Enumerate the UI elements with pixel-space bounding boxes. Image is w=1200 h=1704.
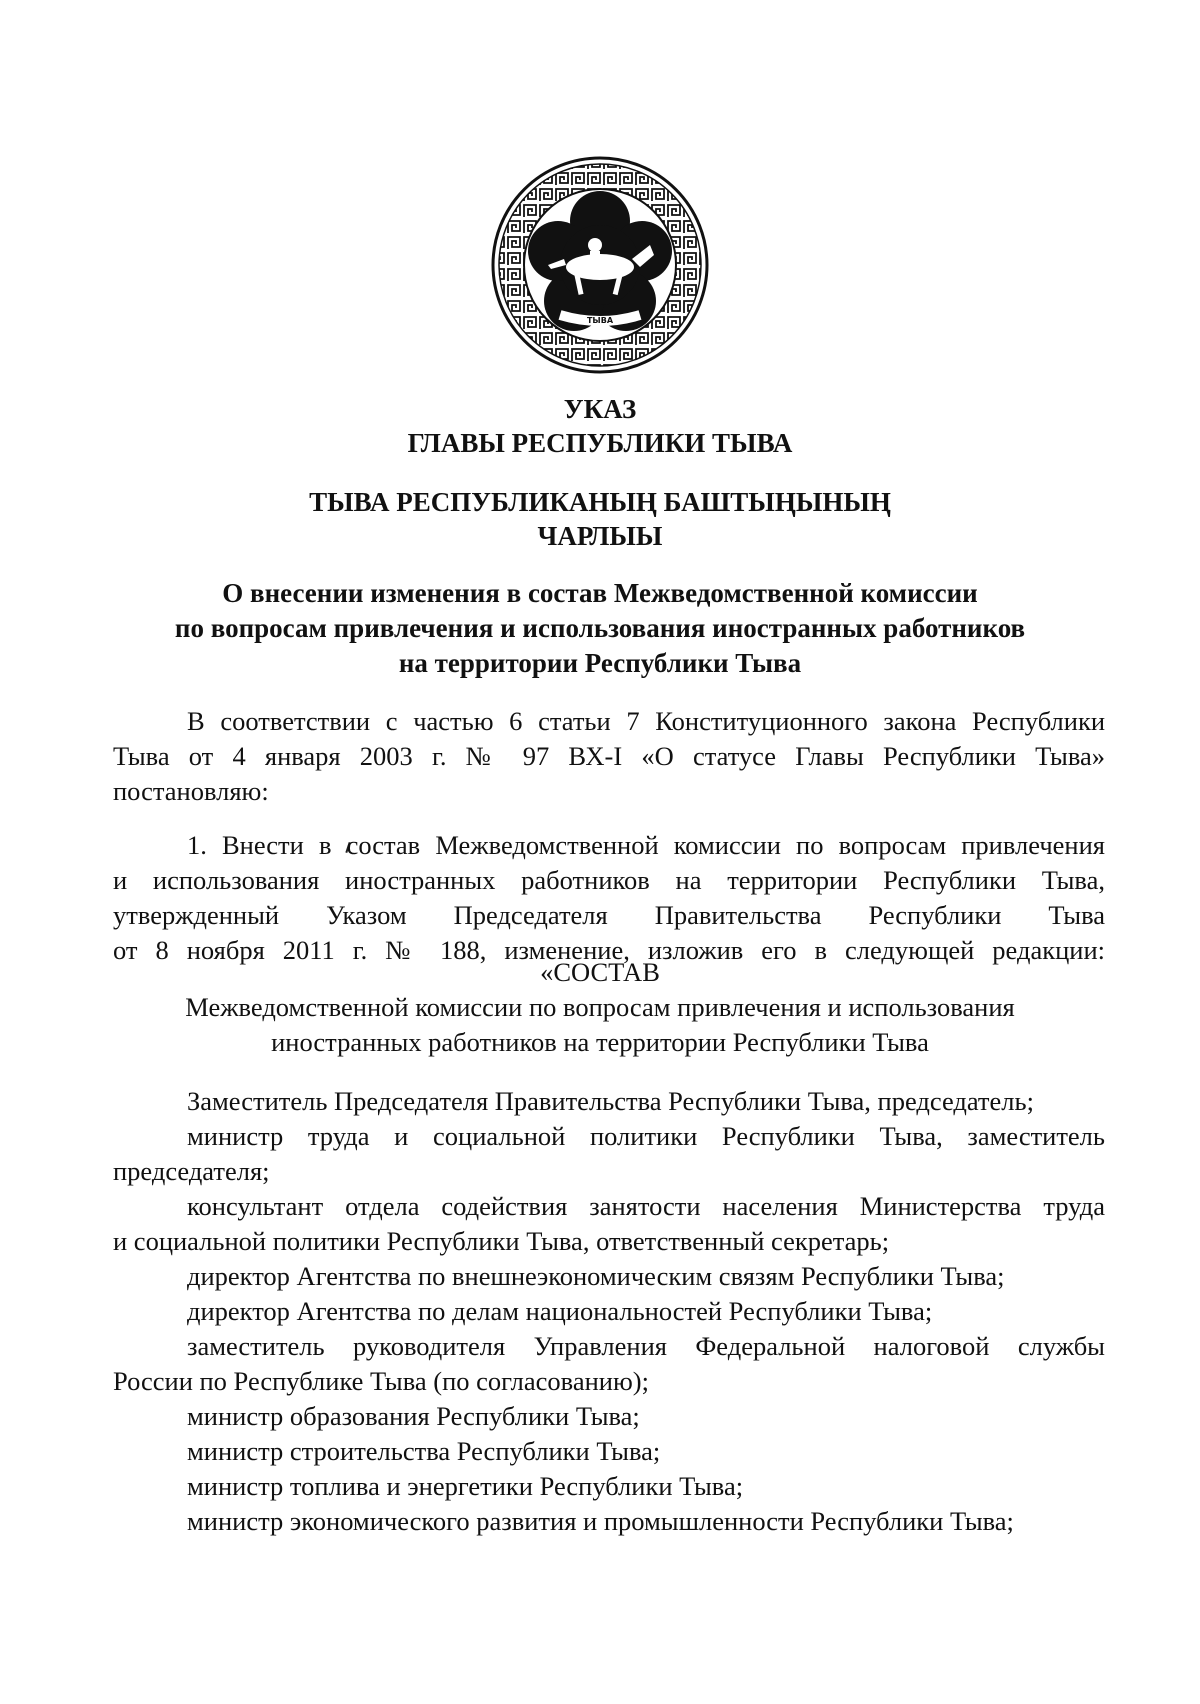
item-1-line: утвержденный Указом Председателя Правительства Республики Тыва — [113, 900, 1105, 930]
subject-line-3: на территории Республики Тыва — [398, 648, 802, 678]
member-entry-cont: и социальной политики Республики Тыва, ответственный секретарь; — [113, 1226, 890, 1256]
emblem-label: ТЫВА — [586, 316, 614, 325]
member-entry: министр труда и социальной политики Республики Тыва, заместитель — [187, 1121, 1105, 1151]
member-entry: министр топлива и энергетики Республики Тыва; — [187, 1471, 744, 1501]
member-entry: заместитель руководителя Управления Федеральной налоговой службы — [187, 1331, 1105, 1361]
item-1 — [113, 828, 1105, 968]
item-1-line: 1. Внести в состав Межведомственной комиссии по вопросам привлечения — [187, 830, 1105, 860]
composition-subtitle-1: Межведомственной комиссии по вопросам привлечения и использования — [185, 992, 1015, 1022]
item-1-line: и использования иностранных работников на территории Республики Тыва, — [113, 865, 1105, 895]
composition-title: «СОСТАВ — [540, 957, 660, 987]
member-entry-cont: председателя; — [113, 1156, 270, 1186]
member-entry: директор Агентства по делам национальностей Республики Тыва; — [187, 1296, 933, 1326]
preamble — [113, 704, 1105, 809]
decree-title-tuvan-2: ЧАРЛЫЫ — [537, 521, 663, 551]
decree-title-tuvan: ТЫВА РЕСПУБЛИКАНЫҢ БАШТЫҢЫНЫҢ — [309, 487, 891, 517]
member-entry: Заместитель Председателя Правительства Республики Тыва, председатель; — [187, 1086, 1034, 1116]
item-1-line: от 8 ноября 2011 г. № 188, изменение, изложив его в следующей редакции: — [113, 935, 1105, 965]
member-entry: министр экономического развития и промышленности Республики Тыва; — [187, 1506, 1014, 1536]
composition-subtitle-2: иностранных работников на территории Республики Тыва — [271, 1027, 929, 1057]
subject-line-2: по вопросам привлечения и использования иностранных работников — [174, 613, 1026, 643]
member-entry: директор Агентства по внешнеэкономическим связям Республики Тыва; — [187, 1261, 1005, 1291]
preamble-line: постановляю: — [113, 776, 269, 806]
member-entry: министр образования Республики Тыва; — [187, 1401, 640, 1431]
decree-title: УКАЗ — [563, 394, 637, 424]
member-entry: консультант отдела содействия занятости населения Министерства труда — [187, 1191, 1105, 1221]
member-entry-cont: России по Республике Тыва (по согласованию); — [113, 1366, 649, 1396]
preamble-line: В соответствии с частью 6 статьи 7 Конституционного закона Республики — [187, 706, 1105, 736]
preamble-line: Тыва от 4 января 2003 г. № 97 ВХ-I «О статусе Главы Республики Тыва» — [113, 741, 1105, 771]
member-entry: министр строительства Республики Тыва; — [187, 1436, 661, 1466]
members-list — [113, 1084, 1105, 1539]
subject-line-1: О внесении изменения в состав Межведомственной комиссии — [222, 578, 978, 608]
coat-of-arms-emblem — [490, 155, 710, 375]
decree-title-issuer: ГЛАВЫ РЕСПУБЛИКИ ТЫВА — [407, 428, 793, 458]
